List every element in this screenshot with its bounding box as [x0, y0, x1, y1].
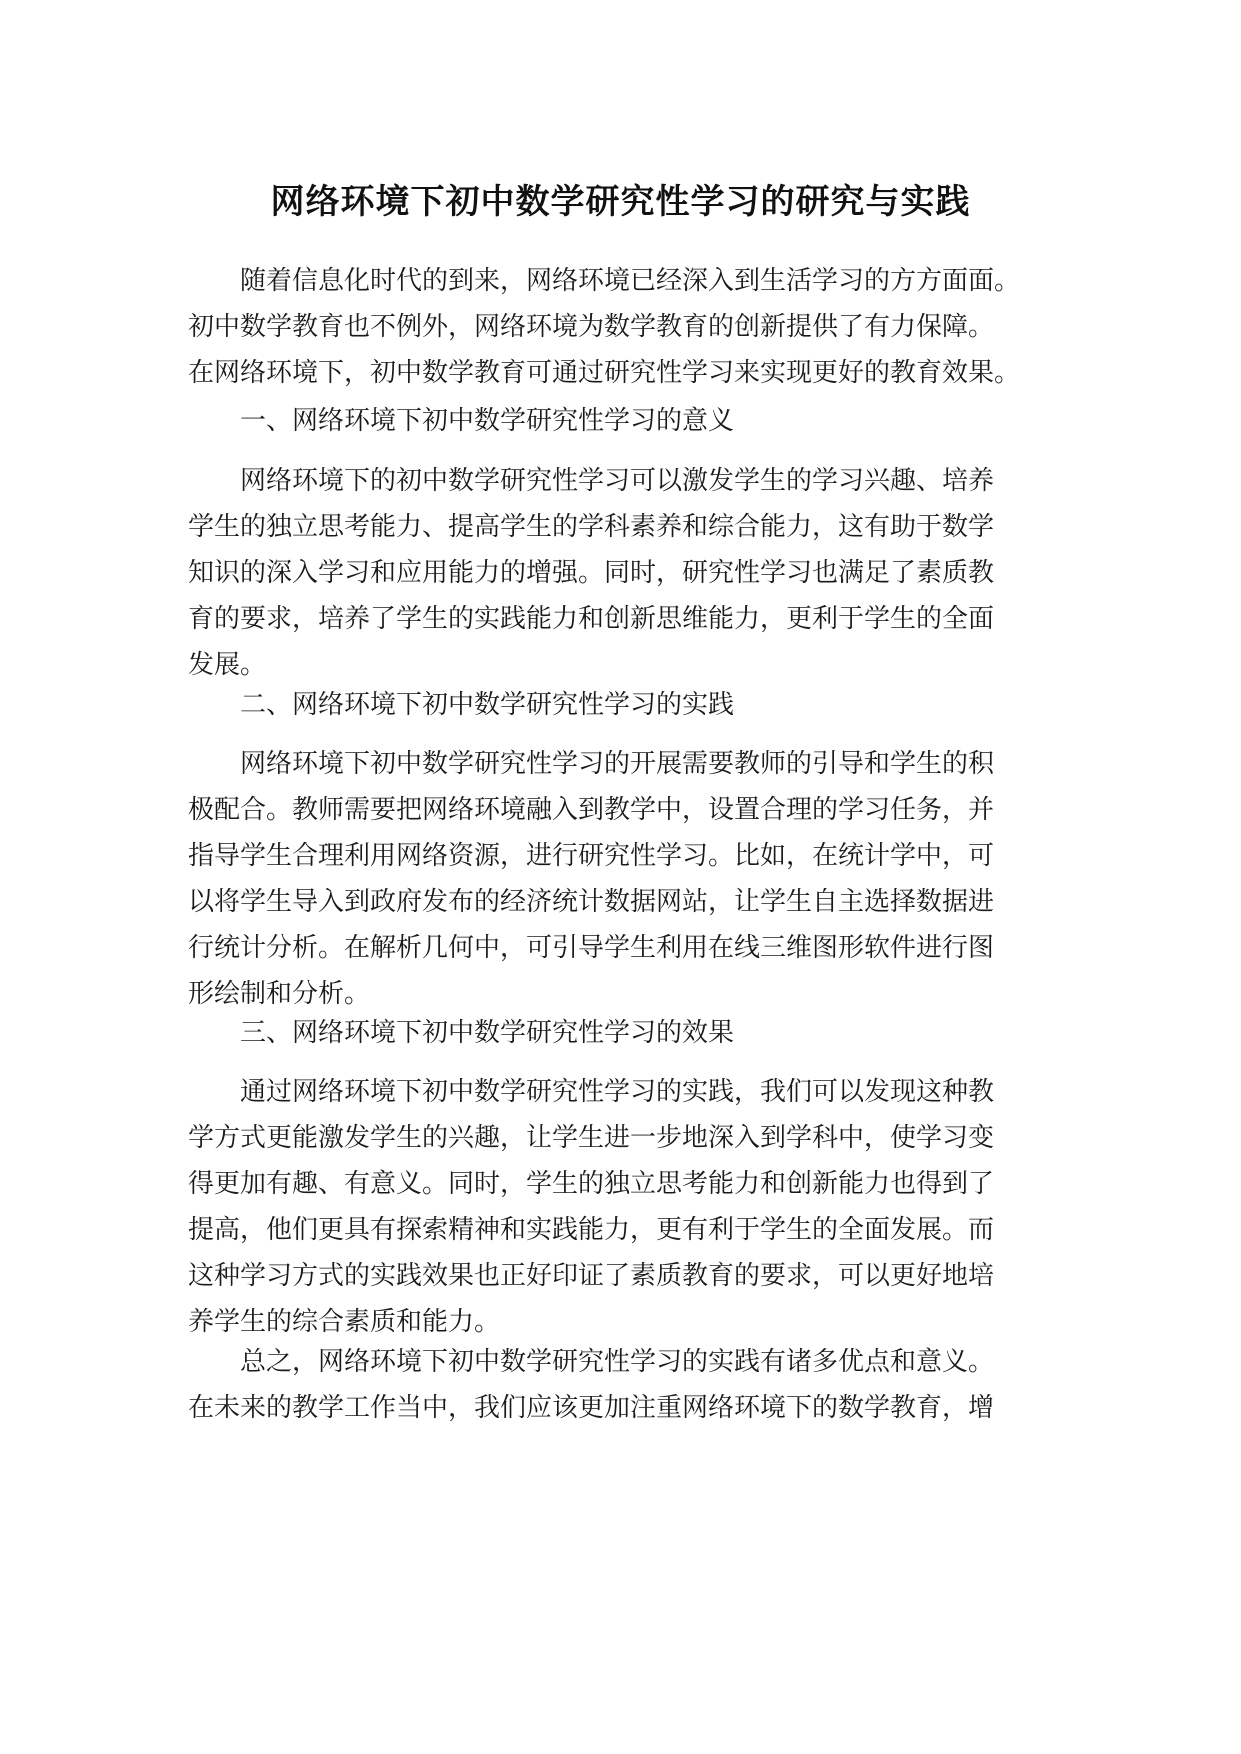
document-title: 网络环境下初中数学研究性学习的研究与实践	[270, 182, 971, 222]
section-heading-3	[188, 1010, 734, 1056]
paragraph-line: 总之，网络环境下初中数学研究性学习的实践有诸多优点和意义。	[188, 1347, 995, 1377]
paragraph-line: 知识的深入学习和应用能力的增强。同时，研究性学习也满足了素质教	[188, 558, 995, 588]
paragraph-conclusion	[188, 1339, 994, 1431]
paragraph-line: 在网络环境下，初中数学教育可通过研究性学习来实现更好的教育效果。	[188, 358, 1021, 388]
paragraph-line: 随着信息化时代的到来，网络环境已经深入到生活学习的方方面面。	[188, 266, 1021, 296]
paragraph-line: 行统计分析。在解析几何中，可引导学生利用在线三维图形软件进行图	[188, 933, 995, 963]
paragraph-line: 在未来的教学工作当中，我们应该更加注重网络环境下的数学教育，增	[188, 1393, 995, 1423]
paragraph-line: 通过网络环境下初中数学研究性学习的实践，我们可以发现这种教	[188, 1077, 995, 1107]
paragraph-line: 得更加有趣、有意义。同时，学生的独立思考能力和创新能力也得到了	[188, 1169, 995, 1199]
paragraph-significance	[188, 458, 994, 688]
paragraph-line: 指导学生合理利用网络资源，进行研究性学习。比如，在统计学中，可	[188, 841, 995, 871]
paragraph-effect	[188, 1069, 994, 1345]
section-heading-line: 三、网络环境下初中数学研究性学习的效果	[188, 1018, 735, 1048]
paragraph-line: 以将学生导入到政府发布的经济统计数据网站，让学生自主选择数据进	[188, 887, 995, 917]
section-heading-2	[188, 682, 734, 728]
paragraph-line: 提高，他们更具有探索精神和实践能力，更有利于学生的全面发展。而	[188, 1215, 995, 1245]
paragraph-line: 发展。	[188, 650, 267, 680]
paragraph-line: 学生的独立思考能力、提高学生的学科素养和综合能力，这有助于数学	[188, 512, 995, 542]
paragraph-line: 网络环境下的初中数学研究性学习可以激发学生的学习兴趣、培养	[188, 466, 995, 496]
paragraph-line: 极配合。教师需要把网络环境融入到教学中，设置合理的学习任务，并	[188, 795, 995, 825]
paragraph-line: 这种学习方式的实践效果也正好印证了素质教育的要求，可以更好地培	[188, 1261, 995, 1291]
section-heading-line: 一、网络环境下初中数学研究性学习的意义	[188, 406, 735, 436]
paragraph-practice	[188, 741, 994, 1017]
section-heading-1	[188, 398, 734, 444]
section-heading-line: 二、网络环境下初中数学研究性学习的实践	[188, 690, 735, 720]
paragraph-line: 初中数学教育也不例外，网络环境为数学教育的创新提供了有力保障。	[188, 312, 995, 342]
paragraph-line: 网络环境下初中数学研究性学习的开展需要教师的引导和学生的积	[188, 749, 995, 779]
paragraph-line: 形绘制和分析。	[188, 979, 371, 1009]
paragraph-intro	[188, 258, 1020, 396]
paragraph-line: 学方式更能激发学生的兴趣，让学生进一步地深入到学科中，使学习变	[188, 1123, 995, 1153]
paragraph-line: 养学生的综合素质和能力。	[188, 1307, 501, 1337]
paragraph-line: 育的要求，培养了学生的实践能力和创新思维能力，更利于学生的全面	[188, 604, 995, 634]
